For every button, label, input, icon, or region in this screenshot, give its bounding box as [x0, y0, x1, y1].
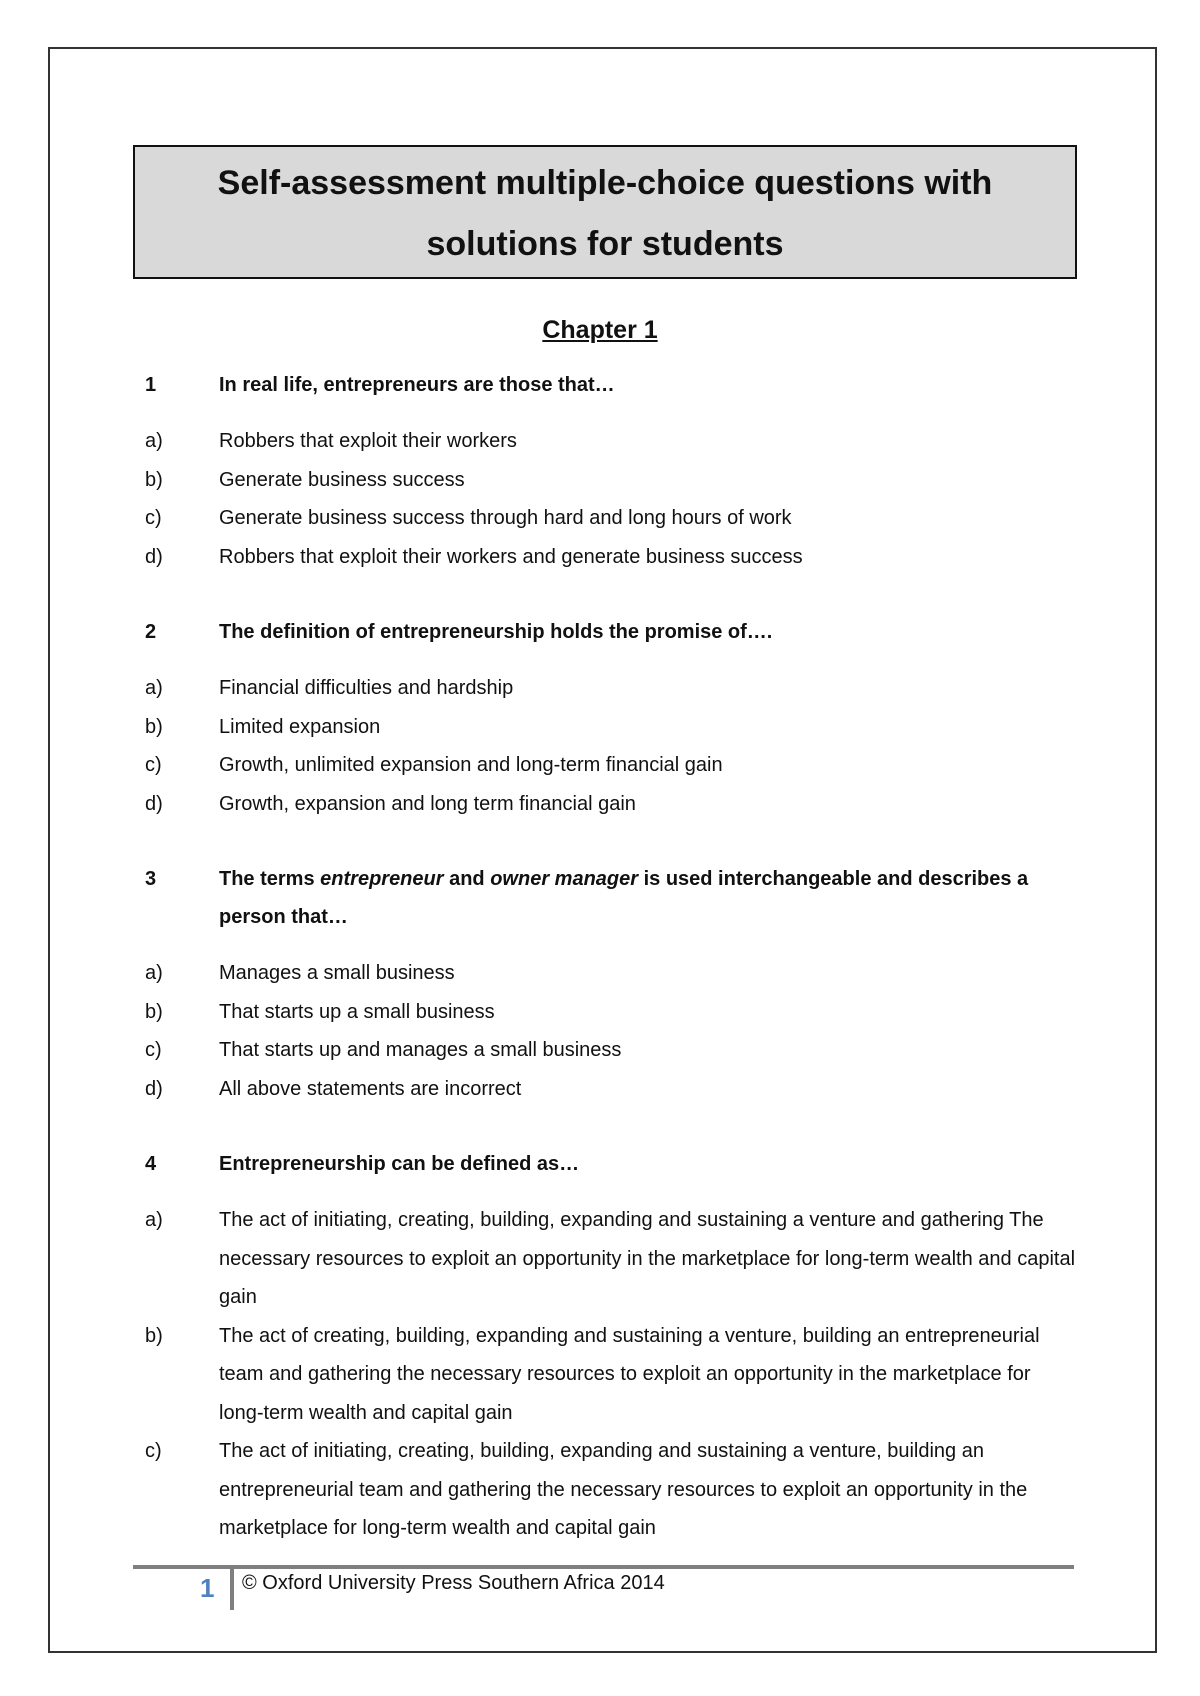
option-label: b)	[145, 715, 163, 738]
option-2a	[145, 669, 1075, 708]
question-stem: Entrepreneurship can be defined as…	[219, 1153, 580, 1175]
option-label: c)	[145, 1039, 162, 1061]
title-line-1: Self-assessment multiple-choice questions with	[217, 164, 993, 202]
stem-part: is used interchangeable and describes a person that…	[219, 868, 1029, 928]
option-1b	[145, 461, 1075, 500]
option-label: b)	[145, 1324, 163, 1347]
option-4b	[145, 1317, 1075, 1433]
option-label: a)	[145, 430, 163, 452]
option-1d	[145, 538, 1075, 577]
option-label: d)	[145, 1077, 163, 1100]
option-label: c)	[145, 1440, 162, 1462]
options-q4	[145, 1201, 1075, 1548]
title-line-2: solutions for students	[426, 225, 784, 263]
option-text: Limited expansion	[219, 715, 381, 738]
term-entrepreneur: entrepreneur	[320, 868, 444, 890]
option-label: d)	[145, 792, 163, 815]
question-1	[145, 366, 1075, 404]
option-1c	[145, 499, 1075, 538]
option-label: a)	[145, 962, 163, 984]
option-3a	[145, 954, 1075, 993]
chapter-heading: Chapter 1	[542, 316, 658, 344]
option-3b	[145, 993, 1075, 1032]
title-box	[133, 145, 1077, 279]
option-2d	[145, 785, 1075, 824]
question-3	[145, 860, 1075, 936]
option-text: All above statements are incorrect	[219, 1077, 522, 1100]
option-text: Generate business success through hard and long hours of work	[219, 507, 792, 529]
option-text: Growth, expansion and long term financial gain	[219, 792, 636, 815]
question-number: 4	[145, 1153, 157, 1175]
option-label: d)	[145, 545, 163, 568]
option-text: Robbers that exploit their workers and generate business success	[219, 545, 803, 568]
stem-part: and	[443, 868, 491, 890]
option-label: c)	[145, 507, 162, 529]
option-text: The act of initiating, creating, building, expanding and sustaining a venture, building an entrepreneurial team and gathering the necessary resources to exploit an opportunity in the marketplace for long-term wealth and capital gain	[219, 1440, 1028, 1539]
question-4	[145, 1145, 1075, 1183]
option-text: The act of initiating, creating, building, expanding and sustaining a venture and gathering The necessary resources to exploit an opportunity in the marketplace for long-term wealth and capital gain	[219, 1209, 1076, 1308]
question-stem: The definition of entrepreneurship holds the promise of….	[219, 621, 773, 643]
option-2b	[145, 708, 1075, 747]
question-number: 3	[145, 868, 157, 890]
option-3d	[145, 1070, 1075, 1109]
copyright-notice: © Oxford University Press Southern Africa 2014	[242, 1572, 665, 1594]
question-stem	[219, 860, 1075, 936]
term-owner-manager: owner manager	[490, 868, 639, 890]
stem-part: The terms	[219, 868, 321, 890]
option-label: a)	[145, 1209, 163, 1231]
option-label: b)	[145, 468, 163, 491]
option-1a	[145, 422, 1075, 461]
option-2c	[145, 746, 1075, 785]
question-2	[145, 613, 1075, 651]
question-list	[145, 366, 1075, 1548]
option-text: Generate business success	[219, 468, 465, 491]
option-label: c)	[145, 754, 162, 776]
option-4c	[145, 1432, 1075, 1548]
option-text: That starts up a small business	[219, 1000, 495, 1023]
option-label: b)	[145, 1000, 163, 1023]
footer-divider	[230, 1569, 234, 1610]
option-text: Manages a small business	[219, 962, 455, 984]
option-text: The act of creating, building, expanding and sustaining a venture, building an entrepreneurial team and gathering the necessary resources to exploit an opportunity in the marketplace for long-term wealth and capital gain	[219, 1324, 1040, 1424]
question-number: 2	[145, 621, 157, 643]
option-3c	[145, 1031, 1075, 1070]
options-q2	[145, 669, 1075, 823]
options-q1	[145, 422, 1075, 576]
option-text: That starts up and manages a small business	[219, 1039, 622, 1061]
option-text: Financial difficulties and hardship	[219, 677, 514, 699]
option-text: Robbers that exploit their workers	[219, 430, 517, 452]
option-label: a)	[145, 677, 163, 699]
question-number: 1	[145, 374, 157, 396]
option-4a	[145, 1201, 1075, 1317]
option-text: Growth, unlimited expansion and long-term financial gain	[219, 754, 723, 776]
question-stem: In real life, entrepreneurs are those that…	[219, 374, 615, 396]
page-number: 1	[200, 1573, 215, 1603]
options-q3	[145, 954, 1075, 1108]
